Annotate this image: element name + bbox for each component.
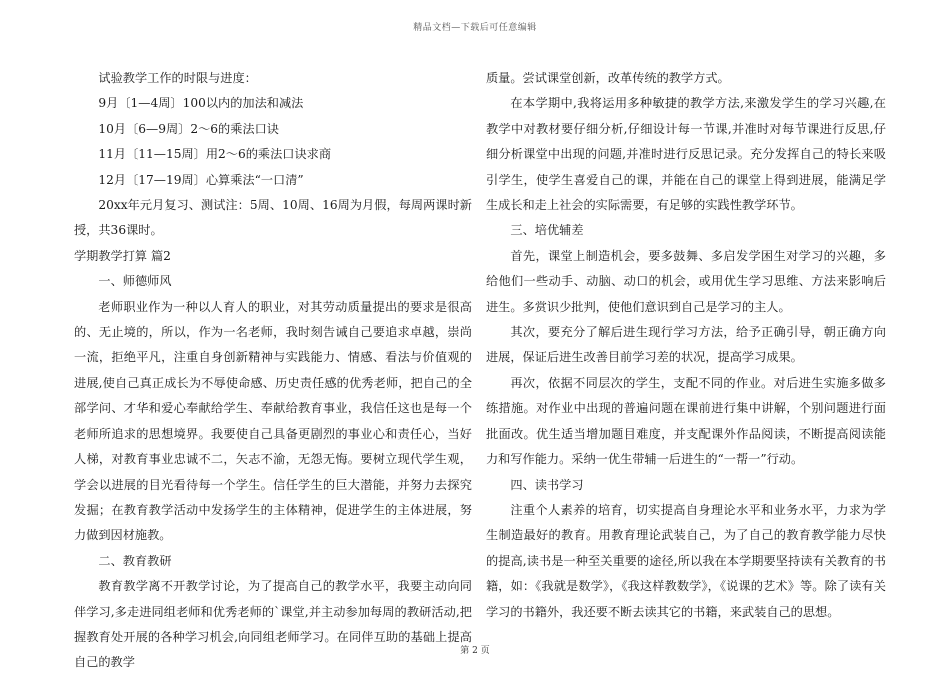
page-header: 精品文档—下载后可任意编辑 [413,23,537,33]
paragraph: 9月〔1—4周〕100以内的加法和减法 [98,96,304,111]
paragraph: 二、教育教研 [98,553,172,568]
paragraph: 11月〔11—15周〕用2～6的乘法口诀求商 [98,147,332,162]
paragraph: 老师职业作为一种以人育人的职业，对其劳动质量提出的要求是很高的、无止境的，所以，作为一名老师，我时刻告诫自己要追求卓越，崇尚一流，拒绝平凡，注重自身创新精神与实践能力、情感、看法与价值观的进展,使自己真正成长为不辱使命感、历史责任感的优秀老师，把自己的全部学问、才华和爱心奉献给学生、奉献给教育事业，我信任这也是每一个老师所追求的思想境界。我要使自己具备更剧烈的事业心和责任心，当好人梯，对教育事业忠诚不二，矢志不渝，无怨无悔。要树立现代学生观，学会以进展的目光看待每一个学生。信任学生的巨大潜能，并努力去探究发掘；在教育教学活动中发扬学生的主体精神，促进学生的主体进展，努力做到因材施教。 [74,299,472,543]
paragraph: 10月〔6—9周〕2～6的乘法口诀 [98,121,279,136]
paragraph: 四、读书学习 [510,477,584,492]
paragraph: 20xx年元月复习、测试注：5周、10周、16周为月假，每周两课时新授，共36课时。 [74,198,472,238]
page-number: 第 2 页 [460,646,490,656]
paragraph: 教育教学离不开教学讨论，为了提高自己的教学水平，我要主动向同伴学习,多走进同组老师和优秀老师的`课堂,并主动参加每周的教研活动,把握教育处开展的各种学习机会,向同组老师学习。在同伴互助的基础上提高自己的教学 [74,579,472,670]
paragraph: 一、师德师风 [98,274,172,289]
paragraph: 试验教学工作的时限与进度： [98,71,257,85]
paragraph: 再次，依据不同层次的学生，支配不同的作业。对后进生实施多做多练措施。对作业中出现的普遍问题在课前进行集中讲解，个别问题进行面批面改。优生适当增加题目难度，并支配课外作品阅读，不断提高阅读能力和写作能力。采纳一优生带辅一后进生的“一帮一”行动。 [486,375,886,467]
right-column [486,66,886,625]
paragraph: 在本学期中,我将运用多种敏捷的教学方法,来激发学生的学习兴趣,在教学中对教材要仔细分析,仔细设计每一节课,并准时对每节课进行反思,仔细分析课堂中出现的问题,并准时进行反思记录。充分发挥自己的特长来吸引学生，使学生喜爱自己的课，并能在自己的课堂上得到进展，能满足学生成长和走上社会的实际需要，有足够的实践性教学环节。 [486,96,886,213]
paragraph: 注重个人素养的培育，切实提高自身理论水平和业务水平，力求为学生制造最好的教育。用教育理论武装自己，为了自己的教育教学能力尽快的提高,读书是一种至关重要的途径,所以我在本学期要坚持读有关教育的书籍，如：《我就是数学》，《我这样教数学》，《说课的艺术》等。除了读有关学习的书籍外，我还要不断去读其它的书籍，来武装自己的思想。 [486,502,886,619]
paragraph: 三、培优辅差 [510,223,584,238]
paragraph: 其次，要充分了解后进生现行学习方法，给予正确引导，朝正确方向进展，保证后进生改善目前学习差的状况，提高学习成果。 [486,325,886,365]
paragraph: 首先，课堂上制造机会，要多鼓舞、多启发学困生对学习的兴趣，多给他们一些动手、动脑、动口的机会，或用优生学习思维、方法来影响后进生。多赏识少批判，使他们意识到自己是学习的主人。 [486,248,886,314]
paragraph: 质量。尝试课堂创新，改革传统的教学方式。 [486,71,730,85]
paragraph: 学期教学打算 篇2 [74,248,171,263]
paragraph: 12月〔17—19周〕心算乘法“一口清” [98,172,304,187]
left-column [74,66,472,676]
